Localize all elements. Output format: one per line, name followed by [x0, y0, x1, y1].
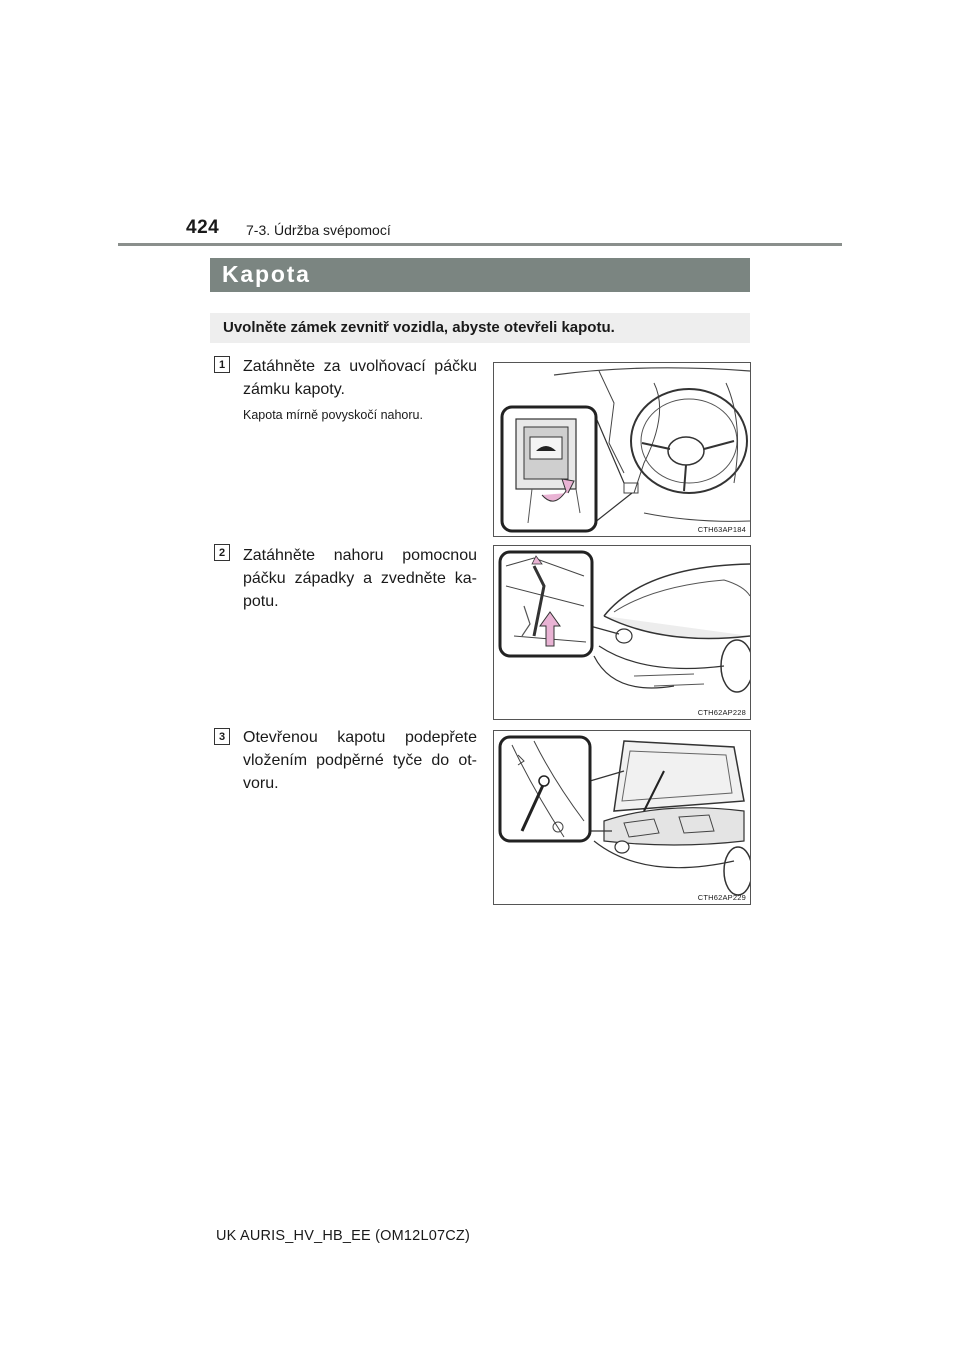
step-badge-3: 3 — [214, 728, 230, 745]
step-text-3: Otevřenou kapotu podepřete vložením podpěrné tyče do ot-voru. — [243, 729, 477, 792]
step-badge-2: 2 — [214, 544, 230, 561]
figure-code-3: CTH62AP229 — [697, 893, 746, 902]
header-rule — [118, 243, 842, 246]
step-text-2: Zatáhněte nahoru pomocnou páčku západky a zvedněte ka-potu. — [243, 547, 477, 610]
step-badge-1: 1 — [214, 356, 230, 373]
footer-document-id: UK AURIS_HV_HB_EE (OM12L07CZ) — [216, 1228, 470, 1244]
figure-code-2: CTH62AP228 — [697, 708, 746, 717]
intro-text: Uvolněte zámek zevnitř vozidla, abyste otevřeli kapotu. — [223, 319, 615, 336]
page-number: 424 — [186, 217, 220, 238]
figure-hood-release-lever — [493, 362, 751, 537]
title-bar — [210, 258, 750, 292]
page-title: Kapota — [222, 261, 311, 287]
figure-hood-latch-lever — [493, 545, 751, 720]
step-text-1: Zatáhněte za uvolňovací páčku zámku kapoty. — [243, 358, 477, 398]
step-note-1: Kapota mírně povyskočí nahoru. — [243, 408, 423, 422]
hood-latch-illustration — [494, 546, 750, 719]
hood-release-illustration — [494, 363, 750, 536]
section-title: 7-3. Údržba svépomocí — [246, 222, 391, 238]
hood-support-illustration — [494, 731, 750, 904]
intro-box — [210, 313, 750, 343]
figure-hood-support-rod — [493, 730, 751, 905]
figure-code-1: CTH63AP184 — [697, 525, 746, 534]
